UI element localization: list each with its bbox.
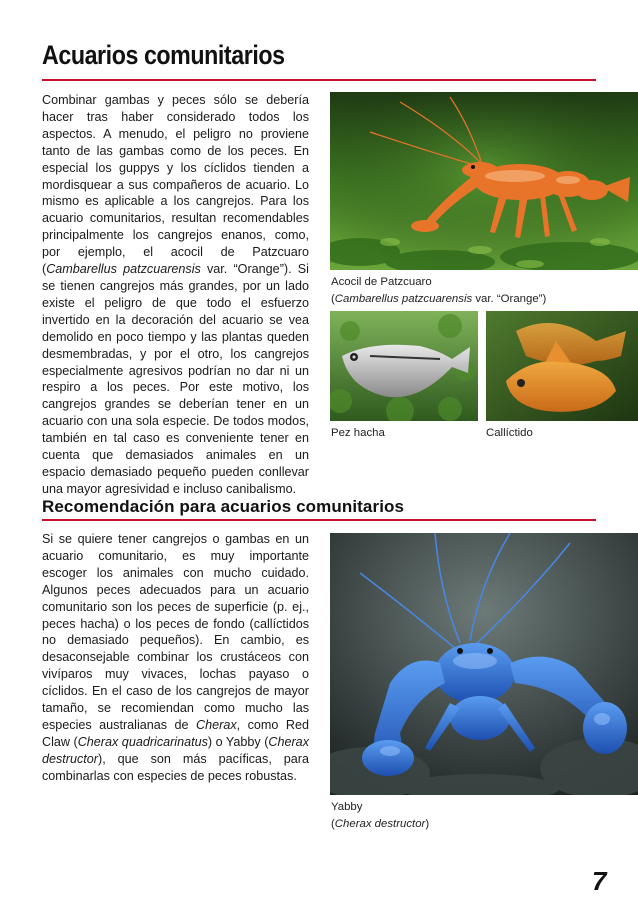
text-run: , como Red Claw (: [42, 717, 309, 749]
crayfish-caption-species: Cambarellus patzcuarensis: [334, 293, 473, 305]
yabby-caption-open: (: [331, 818, 335, 830]
crayfish-caption-open: (: [331, 293, 335, 305]
callichthys-caption: Callíctido: [486, 427, 533, 439]
yabby-caption-close: ): [425, 818, 430, 830]
species-name: Cambarellus patzcuarensis: [46, 262, 201, 277]
yabby-caption: [331, 799, 631, 833]
text-run: ) o Yabby (: [207, 734, 269, 749]
page-number: 7: [592, 866, 607, 896]
section1-body: [42, 92, 309, 498]
page-title: Acuarios comunitarios: [42, 40, 285, 70]
hatchet-caption: Pez hacha: [331, 427, 385, 439]
photo-callichthys: [486, 311, 638, 421]
section2-rule: [42, 519, 596, 521]
yabby-caption-name: Yabby: [331, 801, 363, 813]
section2-title: Recomendación para acuarios comunitarios: [42, 497, 405, 516]
title-rule: [42, 79, 596, 81]
species-name: Cherax: [196, 717, 237, 732]
crayfish-caption-name: Acocil de Patzcuaro: [331, 276, 432, 288]
crayfish-caption: [331, 274, 631, 308]
photo-orange-crayfish: [330, 92, 638, 270]
section2-body: [42, 531, 309, 785]
photo-blue-yabby: [330, 533, 638, 795]
crayfish-caption-variety: var. “Orange”): [472, 293, 547, 305]
text-run: Si se quiere tener cangrejos o gambas en un acuario comunitario, es muy importante escoger los animales con mucho cuidado. Algunos peces adecuados para un acuario comunitario son los peces de superficie (p. ej., peces hacha) o los peces de fondo (callíctidos no demasiado pequeños). En cambio, es desaconsejable combinar los crustáceos con vivíparos muy vivaces, lochas payaso o cíclidos. En el caso de los cangrejos de mayor tamaño, se recomiendan como mucho las especies australianas de: [42, 532, 309, 732]
yabby-caption-species: Cherax destructor: [334, 818, 426, 830]
species-name: Cherax quadricarinatus: [77, 734, 208, 749]
text-run: ), que son más pacíficas, para combinarlas con especies de peces robustas.: [42, 751, 309, 783]
photo-hatchet-fish: [330, 311, 478, 421]
text-run: var. “Orange”). Si se tienen cangrejos más grandes, por un lado existe el peligro de que todo el esfuerzo invertido en la decoración del acuario se vea demolido en poco tiempo y las plantas queden desmembradas, y por el otro, los cangrejos especialmente agresivos podrían no dar ni un respiro a los peces. Por este motivo, los cangrejos grandes se deberían tener en un acuario con una sola especie. De todos modos, también en tal caso es conveniente tener en cuenta que demasiados animales en un espacio demasiado pequeño pueden conllevar una mayor agresividad e incluso canibalismo.: [42, 262, 309, 496]
text-run: Combinar gambas y peces sólo se debería hacer tras haber considerado todos los aspectos. A menudo, el peligro no proviene tanto de las gambas como de los peces. En especial los guppys y los cíclidos tienden a mordisquear a sus compañeros de acuario. Lo mismo es aplicable a los cangrejos. Para los acuario comunitarios, resultan recomendables principalmente los cangrejos enanos, como, por ejemplo, el acocil de Patzcuaro (: [42, 93, 309, 277]
species-name: Cherax destructor: [42, 734, 309, 766]
